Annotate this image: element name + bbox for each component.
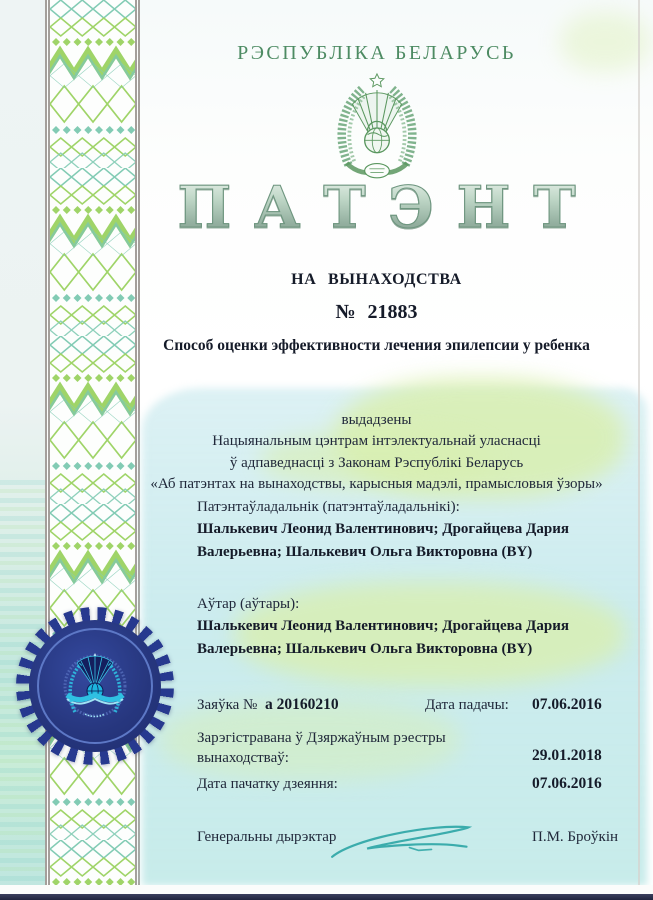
number-value: 21883 xyxy=(367,301,418,323)
holder-label: Патэнтаўладальнік (патэнтаўладальнікі): xyxy=(197,499,460,515)
country-name: РЭСПУБЛІКА БЕЛАРУСЬ xyxy=(237,42,516,64)
director-title: Генеральны дырэктар xyxy=(197,829,337,845)
application-number: а 20160210 xyxy=(265,696,339,713)
state-emblem xyxy=(140,72,613,189)
issued-line: выдадзены xyxy=(341,412,412,428)
issued-line: Нацыянальным цэнтрам інтэлектуальнай уласнасці xyxy=(212,433,541,450)
registered-label: Зарэгістравана ў Дзяржаўным рэестры вынаходстваў: xyxy=(197,730,446,767)
signature-icon xyxy=(323,820,483,866)
number-sign: № xyxy=(335,301,356,323)
patent-number xyxy=(140,301,613,324)
scan-right-edge xyxy=(638,0,640,890)
registered-date-value: 29.01.2018 xyxy=(532,747,602,764)
holder-names: Шалькевич Леонид Валентинович; Дрогайцева Дария Валерьевна; Шалькевич Ольга Викторовна (BY) xyxy=(197,521,569,560)
authors-label: Аўтар (аўтары): xyxy=(197,596,300,612)
official-seal xyxy=(16,607,174,765)
issued-line: «Аб патэнтах на вынаходствы, карысныя мадэлі, прамысловыя ўзоры» xyxy=(150,475,603,492)
start-date-label: Дата пачатку дзеяння: xyxy=(197,776,338,792)
issued-line: ў адпаведнасці з Законам Рэспублікі Беларусь xyxy=(229,454,524,471)
seal-emblem-icon xyxy=(63,648,127,724)
authors-names: Шалькевич Леонид Валентинович; Дрогайцева Дария Валерьевна; Шалькевич Ольга Викторовна (BY) xyxy=(197,618,569,657)
filing-date-value: 07.06.2016 xyxy=(532,696,602,713)
document-title: ПАТЭНТ xyxy=(140,174,636,241)
belarus-coat-of-arms-icon xyxy=(329,72,425,184)
filing-date-label: Дата падачы: xyxy=(425,697,509,713)
certificate-body xyxy=(140,0,653,894)
signature-row xyxy=(197,820,653,870)
scan-bottom-edge xyxy=(0,894,653,900)
issued-by-block xyxy=(140,410,613,495)
scan-bottom-margin xyxy=(0,885,653,894)
invention-title: Способ оценки эффективности лечения эпилепсии у ребенка xyxy=(163,337,590,354)
document-subtype: НА ВЫНАХОДСТВА xyxy=(291,271,462,288)
application-label: Заяўка № xyxy=(197,697,258,713)
director-name: П.М. Броўкін xyxy=(532,829,619,845)
start-date-value: 07.06.2016 xyxy=(532,775,602,792)
registration-fields xyxy=(197,690,653,810)
